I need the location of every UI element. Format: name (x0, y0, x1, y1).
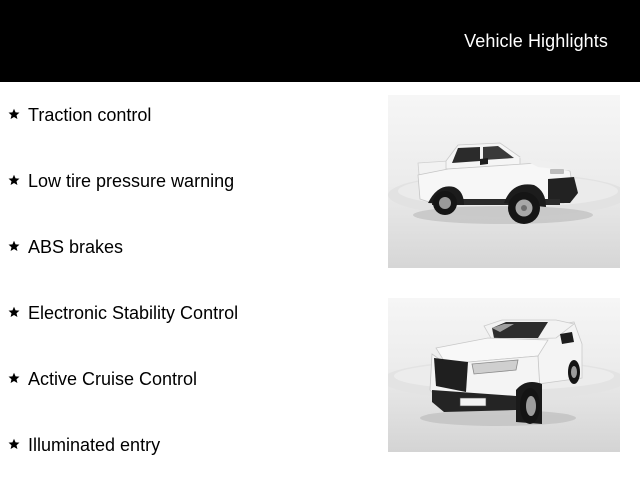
star-icon (8, 306, 20, 318)
feature-label: ABS brakes (28, 237, 124, 257)
feature-item (8, 434, 368, 480)
feature-item (8, 170, 368, 236)
star-icon (8, 372, 20, 384)
feature-item (8, 302, 368, 368)
feature-item (8, 368, 368, 434)
star-icon (8, 174, 20, 186)
star-icon (8, 108, 20, 120)
star-icon (8, 438, 20, 450)
header-bar (0, 0, 640, 82)
vehicle-photo (388, 95, 620, 268)
feature-label: Traction control (28, 105, 152, 125)
feature-label: Low tire pressure warning (28, 171, 235, 191)
feature-label: Illuminated entry (28, 435, 161, 455)
vehicle-photo (388, 298, 620, 452)
feature-label: Active Cruise Control (28, 369, 198, 389)
feature-label: Electronic Stability Control (28, 303, 239, 323)
vehicle-photo-side (388, 95, 620, 268)
feature-item (8, 236, 368, 302)
feature-list (8, 104, 368, 480)
vehicle-photo-front (388, 298, 620, 452)
star-icon (8, 240, 20, 252)
feature-item (8, 104, 368, 170)
page-title: Vehicle Highlights (464, 31, 608, 51)
